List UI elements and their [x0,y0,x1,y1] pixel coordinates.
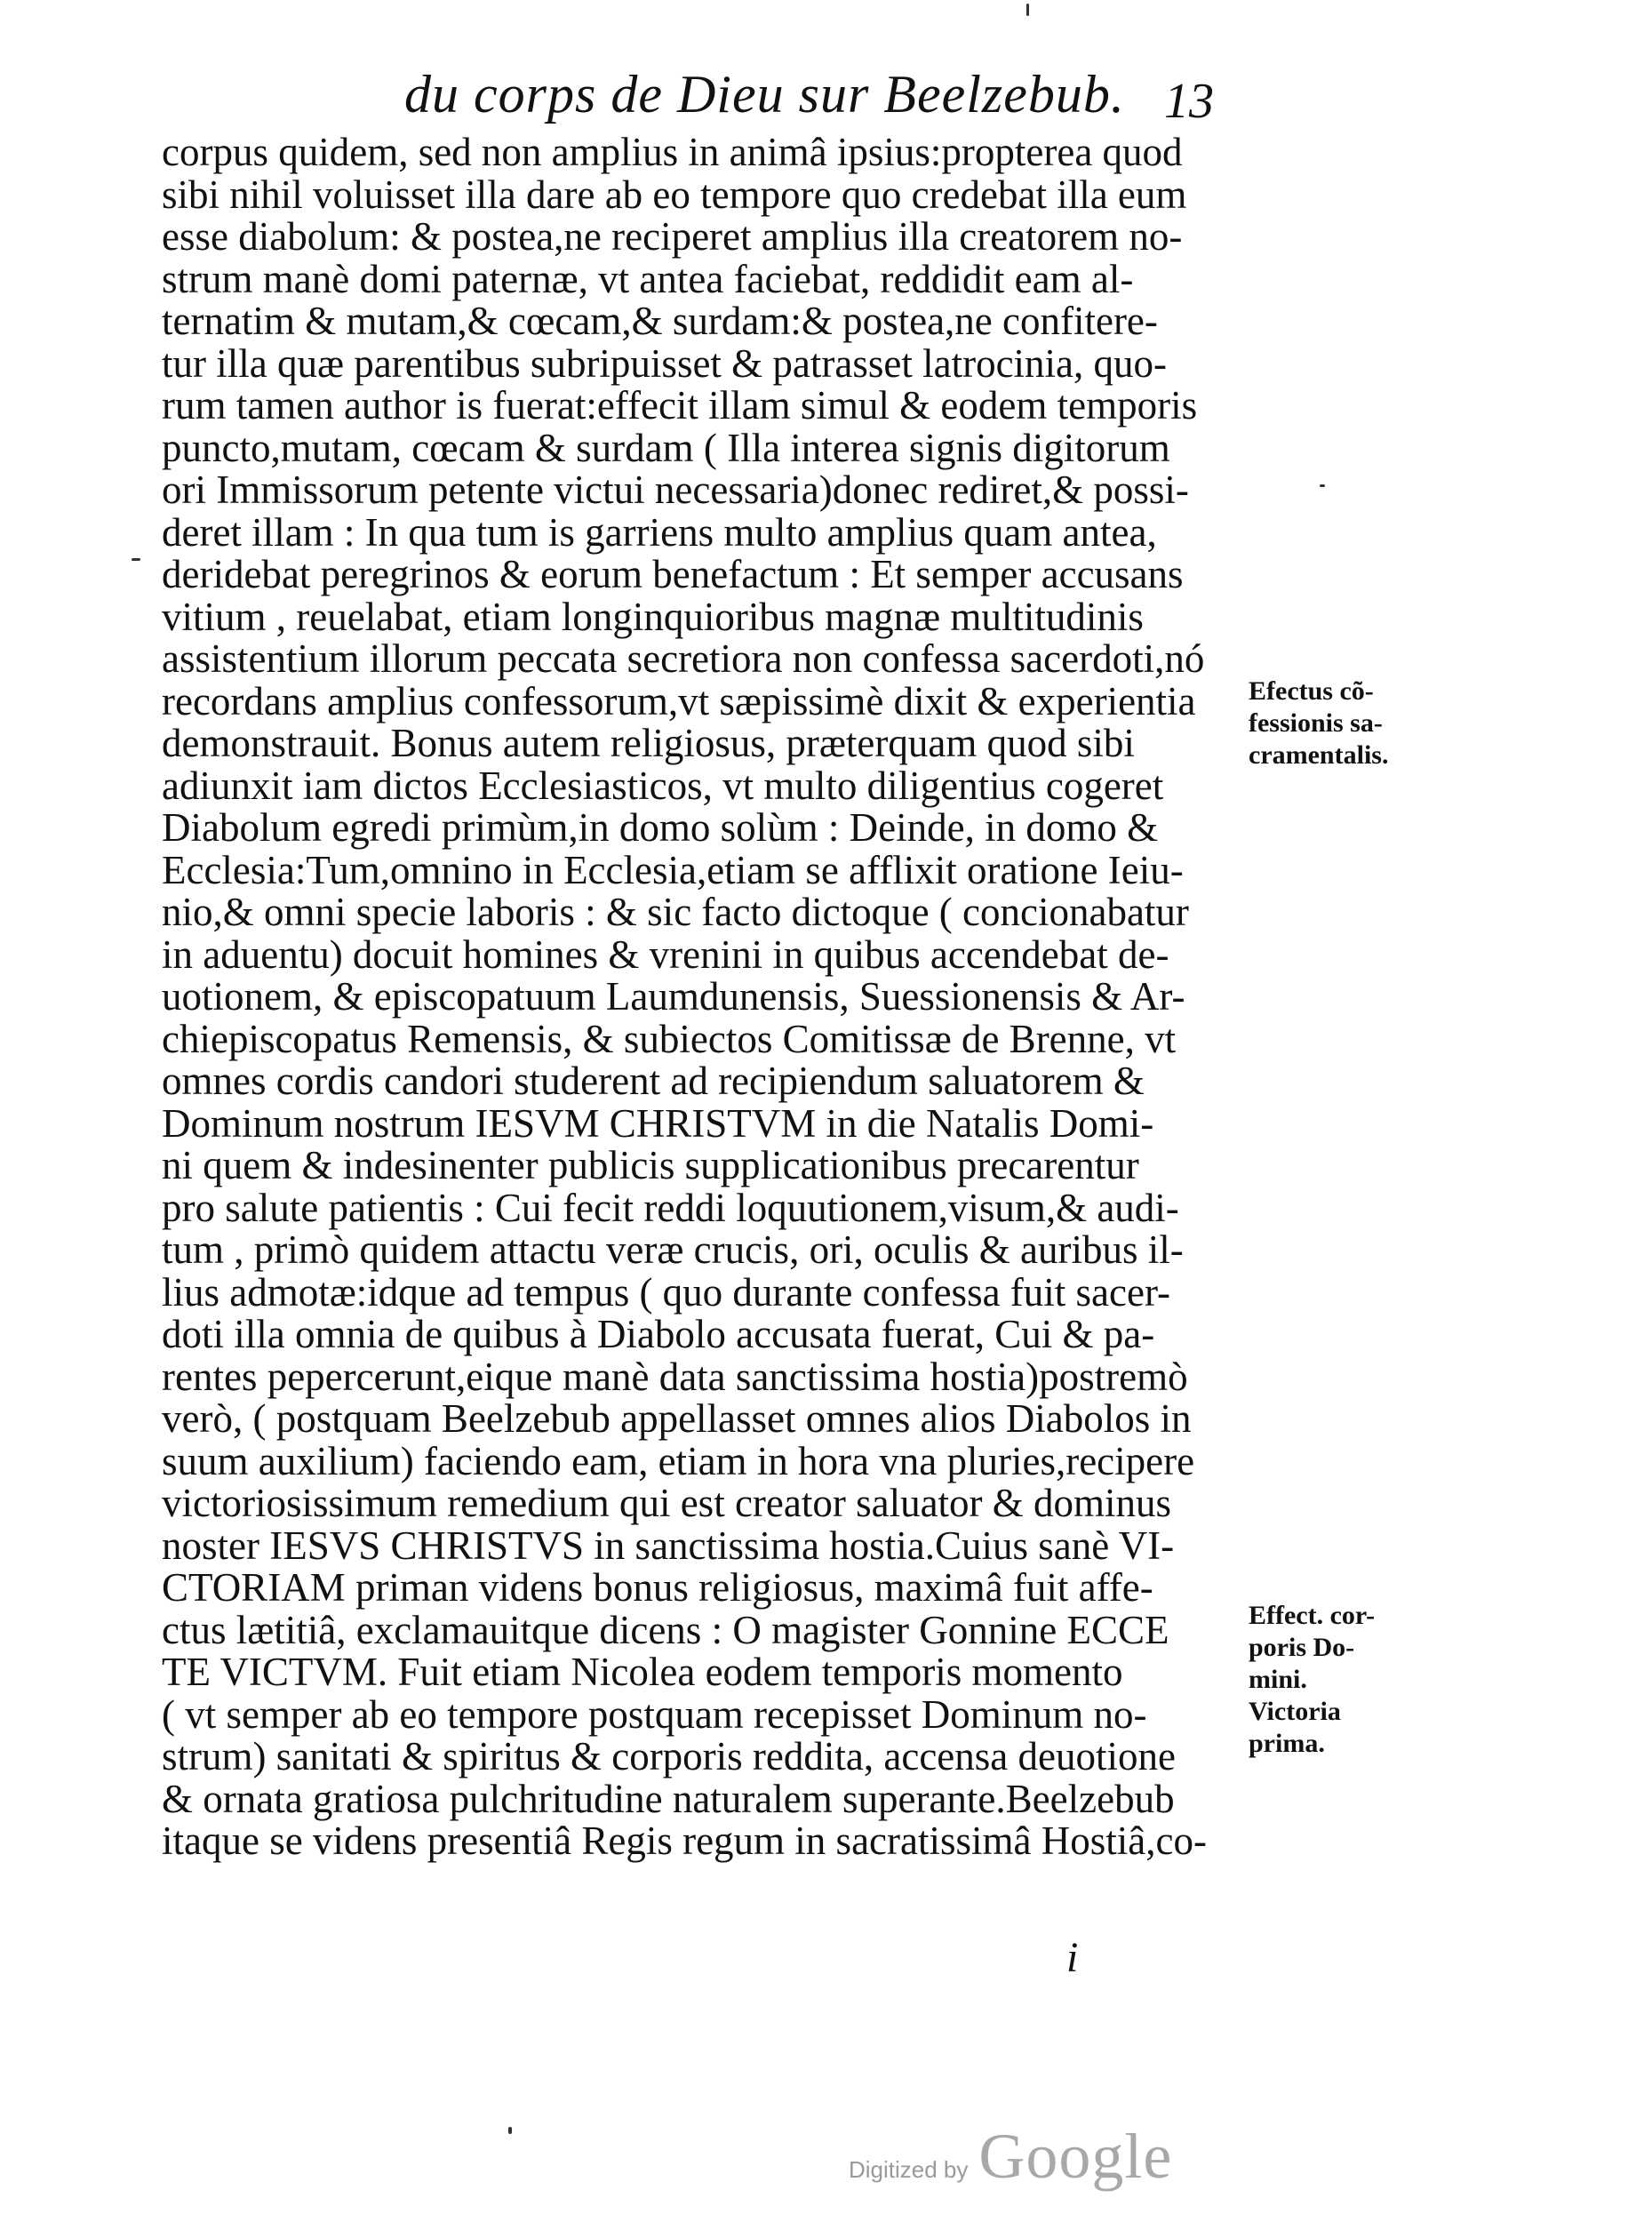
page-number: 13 [1164,74,1214,129]
text-line: strum) sanitati & spiritus & corporis reddita, accensa deuotione [162,1734,1176,1778]
text-line: itaque se videns presentiâ Regis regum in sacratissimâ Hostiâ,co- [162,1818,1207,1863]
text-line: ori Immissorum petente victui necessaria)donec rediret,& possi- [162,468,1189,512]
text-line: recordans amplius confessorum,vt sæpissimè dixit & experientia [162,678,1196,723]
text-line: Ecclesia:Tum,omnino in Ecclesia,etiam se afflixit oratione Ieiu- [162,847,1184,892]
text-line: deridebat peregrinos & eorum benefactum : Et semper accusans [162,552,1184,596]
text-line: ternatim & mutam,& cœcam,& surdam:& postea,ne confitere- [162,299,1158,343]
text-line: in aduentu) docuit homines & vrenini in quibus accendebat de- [162,931,1169,977]
text-line: corpus quidem, sed non amplius in animâ ipsius:propterea quod [162,130,1183,174]
digitized-by-text: Digitized by [849,2156,969,2183]
text-line: victoriosissimum remedium qui est creator saluator & dominus [162,1481,1172,1525]
text-line: ni quem & indesinenter publicis supplicationibus precarentur [162,1143,1139,1187]
text-line: nio,& omni specie laboris : & sic facto dictoque ( concionabatur [162,890,1189,934]
text-line: verò, ( postquam Beelzebub appellasset omnes alios Diabolos in [162,1396,1192,1441]
ink-speck [132,558,140,561]
signature-mark: i [1066,1934,1079,1981]
margin-note-line: poris Do- [1249,1633,1355,1662]
digitized-watermark [849,2120,1172,2194]
text-line: TE VICTVM. Fuit etiam Nicolea eodem temporis momento [162,1650,1123,1694]
text-line: CTORIAM priman videns bonus religiosus, maximâ fuit affe- [162,1565,1153,1610]
margin-note-line: Effect. cor- [1249,1601,1376,1630]
text-line: rum tamen author is fuerat:effecit illam simul & eodem temporis [162,383,1198,428]
margin-note-line: Victoria [1249,1697,1341,1726]
text-line: ( vt semper ab eo tempore postquam recepisset Dominum no- [162,1691,1147,1737]
text-line: Dominum nostrum IESVM CHRISTVM in die Natalis Domi- [162,1100,1154,1146]
text-line: chiepiscopatus Remensis, & subiectos Comitissæ de Brenne, vt [162,1016,1177,1061]
text-line: ctus lætitiâ, exclamauitque dicens : O magister Gonnine ECCE [162,1607,1169,1652]
margin-note-line: cramentalis. [1249,740,1389,770]
text-line: pro salute patientis : Cui fecit reddi loquutionem,visum,& audi- [162,1185,1179,1230]
text-line: deret illam : In qua tum is garriens multo amplius quam antea, [162,509,1157,555]
margin-note-victory [1249,1600,1426,1760]
margin-note-line: Efectus cõ- [1249,676,1374,706]
text-line: doti illa omnia de quibus à Diabolo accusata fuerat, Cui & pa- [162,1312,1155,1356]
margin-note-line: mini. [1249,1665,1307,1694]
text-line: tum , primò quidem attactu veræ crucis, ori, oculis & auribus il- [162,1227,1184,1272]
text-line: rentes pepercerunt,eique manè data sanctissima hostia)postremò [162,1354,1188,1399]
margin-note-confession [1249,675,1426,771]
body-text [162,132,1246,1863]
text-line: assistentium illorum peccata secretiora non confessa sacerdoti,nó [162,636,1205,681]
text-line: uotionem, & episcopatuum Laumdunensis, Suessionensis & Ar- [162,974,1185,1019]
ink-speck [508,2127,512,2134]
text-line: & ornata gratiosa pulchritudine naturalem superante.Beelzebub [162,1776,1175,1821]
text-line: tur illa quæ parentibus subripuisset & patrasset latrocinia, quo- [162,340,1168,386]
text-line: sibi nihil voluisset illa dare ab eo tempore quo credebat illa eum [162,172,1187,217]
text-line: Diabolum egredi primùm,in domo solùm : Deinde, in domo & [162,805,1159,850]
text-line: suum auxilium) faciendo eam, etiam in hora vna pluries,recipere [162,1438,1195,1483]
text-line: demonstrauit. Bonus autem religiosus, præterquam quod sibi [162,721,1135,765]
margin-note-line: fessionis sa- [1249,708,1383,738]
text-line: lius admotæ:idque ad tempus ( quo durante confessa fuit sacer- [162,1269,1171,1315]
text-line: adiunxit iam dictos Ecclesiasticos, vt multo diligentius cogeret [162,763,1164,808]
ink-speck [1320,484,1325,487]
text-line: puncto,mutam, cœcam & surdam ( Illa interea signis digitorum [162,425,1170,470]
ink-speck [1026,4,1029,16]
running-head: du corps de Dieu sur Beelzebub. [404,65,1125,124]
text-line: noster IESVS CHRISTVS in sanctissima hostia.Cuius sanè VI- [162,1523,1175,1568]
text-line: strum manè domi paternæ, vt antea faciebat, reddidit eam al- [162,256,1134,301]
text-line: vitium , reuelabat, etiam longinquioribus magnæ multitudinis [162,594,1144,639]
google-logo: Google [978,2121,1173,2192]
margin-note-line: prima. [1249,1729,1325,1758]
text-line: esse diabolum: & postea,ne reciperet amplius illa creatorem no- [162,214,1183,259]
text-line: omnes cordis candori studerent ad recipiendum saluatorem & [162,1059,1145,1103]
